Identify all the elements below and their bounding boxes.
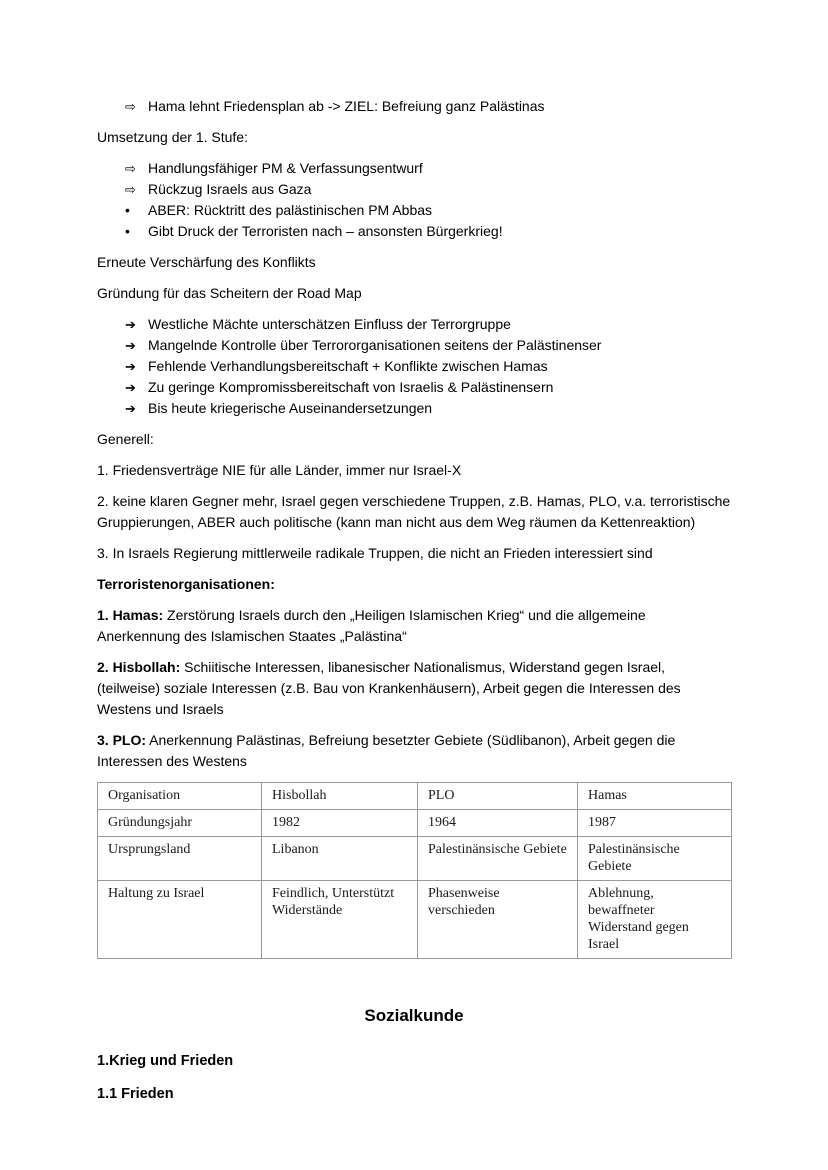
bullet-list-intro — [97, 96, 731, 117]
heavy-arrow-bullet-icon: ➔ — [125, 359, 136, 374]
table-header-cell: Hamas — [578, 783, 732, 810]
heavy-arrow-bullet-icon: ➔ — [125, 317, 136, 332]
paragraph-hamas — [97, 605, 731, 647]
list-item-text: Gibt Druck der Terroristen nach – ansonsten Bürgerkrieg! — [148, 223, 503, 239]
org-description: Zerstörung Israels durch den „Heiligen Islamischen Krieg“ und die allgemeine Anerkennung des Islamischen Staates „Palästina“ — [97, 607, 646, 644]
heavy-arrow-bullet-icon: ➔ — [125, 401, 136, 416]
table-cell: Palestinänsische Gebiete — [418, 837, 578, 881]
table-cell: Ursprungsland — [98, 837, 262, 881]
list-item — [97, 158, 731, 179]
arrow-list-scheitern — [97, 314, 731, 419]
table-header-cell: Organisation — [98, 783, 262, 810]
list-item-text: Bis heute kriegerische Auseinandersetzungen — [148, 400, 433, 416]
list-item-text: Fehlende Verhandlungsbereitschaft + Konflikte zwischen Hamas — [148, 358, 548, 374]
org-description: Schiitische Interessen, libanesischer Nationalismus, Widerstand gegen Israel, (teilweise) soziale Interessen (z.B. Bau von Krankenhäusern), Arbeit gegen die Interessen des Westens und Israels — [97, 659, 681, 717]
page-title-sozialkunde: Sozialkunde — [364, 1006, 464, 1025]
paragraph-hisbollah — [97, 657, 731, 720]
bullet-list-stufe — [97, 158, 731, 242]
paragraph-gruendung: Gründung für das Scheitern der Road Map — [97, 285, 362, 301]
list-item — [97, 179, 731, 200]
list-item-text: Rückzug Israels aus Gaza — [148, 181, 312, 197]
table-row — [98, 881, 732, 959]
table-cell: Phasenweise verschieden — [418, 881, 578, 959]
org-description: Anerkennung Palästinas, Befreiung besetzter Gebiete (Südlibanon), Arbeit gegen die Interessen des Westens — [97, 732, 676, 769]
org-name-hamas: 1. Hamas: — [97, 607, 164, 623]
table-cell: Feindlich, Unterstützt Widerstände — [262, 881, 418, 959]
list-item-text: Hama lehnt Friedensplan ab -> ZIEL: Befreiung ganz Palästinas — [148, 98, 545, 114]
table-header-row — [98, 783, 732, 810]
table-cell: Haltung zu Israel — [98, 881, 262, 959]
section-heading-krieg-und-frieden: 1.Krieg und Frieden — [97, 1053, 234, 1069]
list-item — [97, 398, 731, 419]
paragraph-punkt2: 2. keine klaren Gegner mehr, Israel gegen verschiedene Truppen, z.B. Hamas, PLO, v.a. terroristische Gruppierungen, ABER auch politische (kann man nicht aus dem Weg räumen da Kettenreaktion) — [97, 493, 731, 530]
table-header-cell: Hisbollah — [262, 783, 418, 810]
arrow-bullet-icon: ⇨ — [125, 161, 136, 176]
section-heading-terroristenorganisationen: Terroristenorganisationen: — [97, 576, 275, 592]
paragraph-plo — [97, 730, 731, 772]
table-cell: 1987 — [578, 810, 732, 837]
list-item — [97, 377, 731, 398]
arrow-bullet-icon: ⇨ — [125, 182, 136, 197]
list-item-text: Handlungsfähiger PM & Verfassungsentwurf — [148, 160, 423, 176]
list-item — [97, 335, 731, 356]
list-item-text: ABER: Rücktritt des palästinischen PM Abbas — [148, 202, 433, 218]
org-name-hisbollah: 2. Hisbollah: — [97, 659, 181, 675]
table-cell: Ablehnung, bewaffneter Widerstand gegen Israel — [578, 881, 732, 959]
table-cell: Palestinänsische Gebiete — [578, 837, 732, 881]
arrow-bullet-icon: ⇨ — [125, 99, 136, 114]
table-cell: Gründungsjahr — [98, 810, 262, 837]
table-cell: 1964 — [418, 810, 578, 837]
paragraph-punkt1: 1. Friedensverträge NIE für alle Länder, immer nur Israel-X — [97, 462, 462, 478]
dot-bullet-icon: • — [125, 202, 130, 218]
paragraph-erneute: Erneute Verschärfung des Konflikts — [97, 254, 316, 270]
table-header-cell: PLO — [418, 783, 578, 810]
section-heading-frieden: 1.1 Frieden — [97, 1086, 174, 1102]
list-item — [97, 96, 731, 117]
table-cell: 1982 — [262, 810, 418, 837]
dot-bullet-icon: • — [125, 223, 130, 239]
organisations-table — [97, 782, 732, 959]
paragraph-punkt3: 3. In Israels Regierung mittlerweile radikale Truppen, die nicht an Frieden interessiert sind — [97, 545, 653, 561]
list-item — [97, 221, 731, 242]
table-row — [98, 837, 732, 881]
heavy-arrow-bullet-icon: ➔ — [125, 380, 136, 395]
list-item-text: Westliche Mächte unterschätzen Einfluss der Terrorgruppe — [148, 316, 511, 332]
list-item-text: Mangelnde Kontrolle über Terrororganisationen seitens der Palästinenser — [148, 337, 602, 353]
heavy-arrow-bullet-icon: ➔ — [125, 338, 136, 353]
paragraph-generell: Generell: — [97, 431, 154, 447]
table-cell: Libanon — [262, 837, 418, 881]
list-item-text: Zu geringe Kompromissbereitschaft von Israelis & Palästinensern — [148, 379, 554, 395]
list-item — [97, 200, 731, 221]
list-item — [97, 314, 731, 335]
list-item — [97, 356, 731, 377]
table-row — [98, 810, 732, 837]
paragraph-umsetzung: Umsetzung der 1. Stufe: — [97, 129, 248, 145]
org-name-plo: 3. PLO: — [97, 732, 147, 748]
